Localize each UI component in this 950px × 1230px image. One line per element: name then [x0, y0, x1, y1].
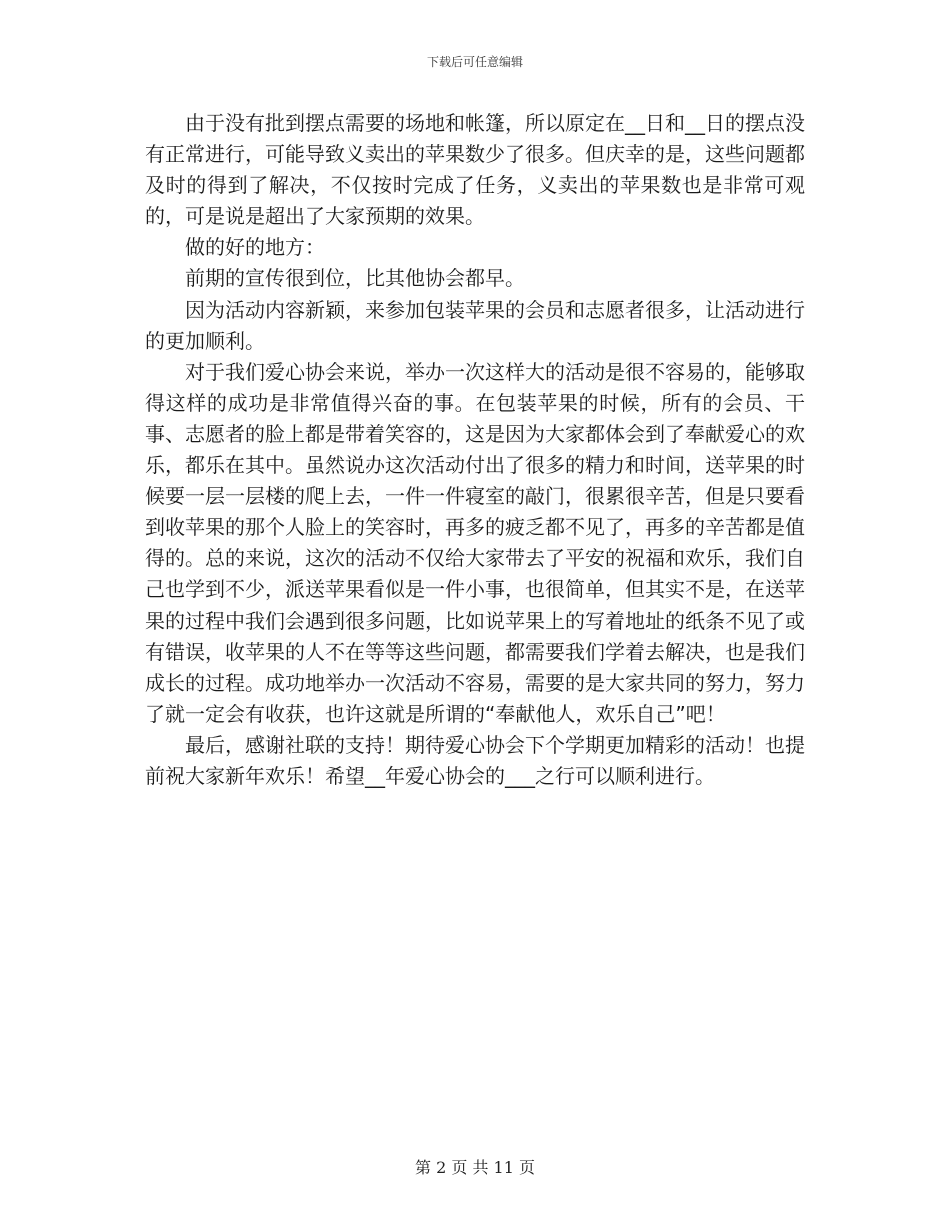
document-body: [145, 108, 805, 792]
page-header: 下载后可任意编辑: [426, 55, 523, 69]
paragraph-good-points-heading: 做的好的地方：: [185, 235, 325, 260]
paragraph-venue-issue: 由于没有批到摆点需要的场地和帐篷，所以原定在__日和__日的摆点没有正常进行，可能导致义卖出的苹果数少了很多。但庆幸的是，这些问题都及时的得到了解决，不仅按时完成了任务，义卖出的苹果数也是非常可观的，可是说是超出了大家预期的效果。: [145, 111, 805, 229]
paragraph-publicity: 前期的宣传很到位，比其他协会都早。: [185, 266, 525, 291]
paragraph-novel-content: 因为活动内容新颖，来参加包装苹果的会员和志愿者很多，让活动进行的更加顺利。: [145, 297, 805, 353]
paragraph-reflection: 对于我们爱心协会来说，举办一次这样大的活动是很不容易的，能够取得这样的成功是非常值得兴奋的事。在包装苹果的时候，所有的会员、干事、志愿者的脸上都是带着笑容的，这是因为大家都体会到了奉献爱心的欢乐，都乐在其中。虽然说办这次活动付出了很多的精力和时间，送苹果的时候要一层一层楼的爬上去，一件一件寝室的敲门，很累很辛苦，但是只要看到收苹果的那个人脸上的笑容时，再多的疲乏都不见了，再多的辛苦都是值得的。总的来说，这次的活动不仅给大家带去了平安的祝福和欢乐，我们自己也学到不少，派送苹果看似是一件小事，也很简单，但其实不是，在送苹果的过程中我们会遇到很多问题，比如说苹果上的写着地址的纸条不见了或有错误，收苹果的人不在等等这些问题，都需要我们学着去解决，也是我们成长的过程。成功地举办一次活动不容易，需要的是大家共同的努力，努力了就一定会有收获，也许这就是所谓的“奉献他人，欢乐自己”吧！: [145, 359, 805, 726]
paragraph-closing: 最后，感谢社联的支持！期待爱心协会下个学期更加精彩的活动！也提前祝大家新年欢乐！希望__年爱心协会的___之行可以顺利进行。: [145, 732, 805, 788]
page-footer: 第 2 页 共 11 页: [415, 1158, 535, 1177]
